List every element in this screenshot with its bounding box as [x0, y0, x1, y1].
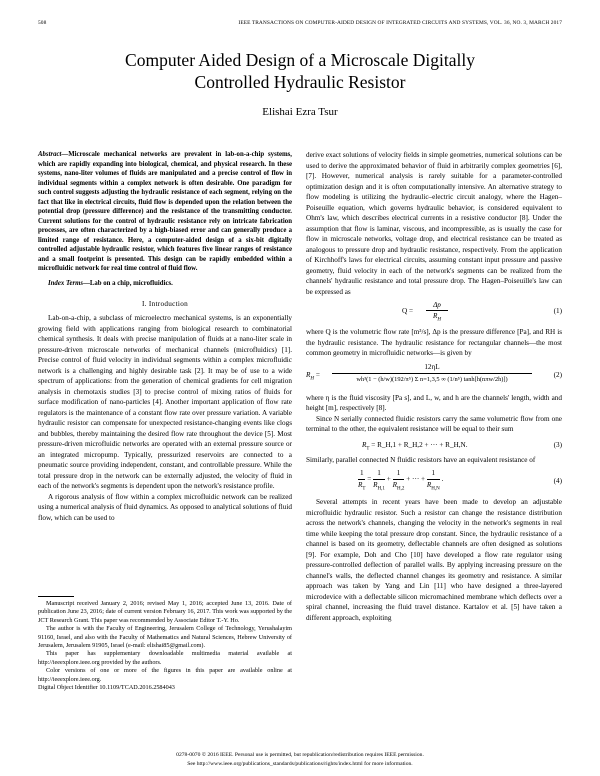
running-header: IEEE TRANSACTIONS ON COMPUTER-AIDED DESIGN OF INTEGRATED CIRCUITS AND SYSTEMS, VOL. 36, NO. 3, MARCH 2017	[238, 20, 562, 26]
eq1-number: (1)	[553, 307, 562, 315]
eq3-lhs: R	[362, 440, 367, 449]
footnotes	[38, 600, 292, 692]
right-paragraph-6: Several attempts in recent years have been made to develop an adjustable microfluidic hydraulic resistor. Such a resistor can change the resistance distribution across the network's channels, changing the velocity in the network's segments in real time while keeping the total pressure drop constant. Since, the hydraulic resistance of a channel is based on its geometry, deflectable channels are often designed as solutions [9]. For example, Doh and Cho [10] have developed a flow rate regulator using pressure-controlled deflection of parallel walls. By applying increasing pressure on the channel's walls, the deflected channel changes its geometry and resistance. A similar approach was taken by Yang and Lin [11] who have designed a three-layered microdevice with a deflectable silicon micromachined membrane which deflects over a spiral channel, increasing the fluid travel distance. Kartalov et al. [5] have taken a different approach, exploiting	[306, 498, 562, 622]
eq1-numerator: Δp	[433, 301, 441, 309]
index-terms	[38, 279, 292, 289]
eq3-body	[362, 440, 468, 451]
eq1-fraction	[426, 300, 448, 321]
eq2-lhs	[306, 370, 320, 381]
abstract-label: Abstract	[38, 151, 62, 158]
section-heading-introduction: I. Introduction	[141, 300, 189, 308]
footnote-affiliation: The author is with the Faculty of Engineering, Jerusalem College of Technology, Yerushalayim 91160, Israel, and also with the Faculty of Mathematics and Natural Sciences, Hebrew University of Jerusalem, Jerusalem 91905, Israel (e-mail: elishai85@gmail.com).	[38, 625, 292, 650]
intro-paragraph-1: Lab-on-a-chip, a subclass of microelectro mechanical systems, is an exponentially growing field with applications ranging from biological research to combinatorial chemical synthesis. It deals with precise manipulation of fluids at a nano-liter scale in pressure-driven microscale networks of mechanical channels (microfluidics) [1]. Precise control of fluid velocity in individual segments within a complex microfluidic network is a challenging and highly desirable task [2]. It may be of use to a wide spectrum of applications: from the generation of chemical gradients for cell migration analysis in chemotaxis studies [3] to precise control of mixing ratios of fluids for surface modification of nano-particles [4]. Another important application of flow rate regulators is the maintenance of a constant flow rate over pressure variation. A variable hydraulic resistor can compensate for unexpected resistance-changing events like clogs and bubbles, thereby maintaining the desired flow rate throughout the device [5]. Most pressure-driven microfluidic networks are operated with an external pressure source or an integrated micropump. Typically, pressurized reservoirs are connected to a pneumatic source providing independent, constant, and controllable pressure. While the total pressure drop in the network can be externally adjusted, the velocity of fluid in each of the network's segments is dependent upon the network's resistance profile.	[38, 314, 292, 490]
footnote-doi: Digital Object Identifier 10.1109/TCAD.2016.2584043	[38, 684, 175, 692]
eq2-number: (2)	[553, 370, 562, 379]
eq4-body: $\frac{1}{R_T}$ = $\frac{1}{R_{H,1}}$ + $\frac{1}{R_{H,2}}$ + ··· + $\frac{1}{R_{H,N}}$ .	[358, 469, 444, 491]
equation-3	[306, 438, 562, 452]
footnote-rule	[38, 596, 74, 597]
eq2-numerator: 12ηL	[332, 362, 532, 374]
footnote-supplementary: This paper has supplementary downloadable multimedia material available at http://ieeexplore.ieee.org provided by the authors.	[38, 650, 292, 666]
index-terms-label: Index Terms	[48, 279, 84, 287]
right-paragraph-3: where η is the fluid viscosity [Pa s], and L, w, and h are the channels' length, width and height [m], respectively [8].	[306, 393, 562, 412]
page-number: 508	[38, 20, 47, 26]
paper-title-line-2: Controlled Hydraulic Resistor	[194, 72, 406, 92]
eq3-rhs: = R_H,1 + R_H,2 + ··· + R_H,N.	[369, 440, 468, 449]
right-paragraph-2: where Q is the volumetric flow rate [m³/s], Δp is the pressure difference [Pa], and RH is the hydraulic resistance. The hydraulic resistance for rectangular channels—the most common geometry in microfluidic networks—is given by	[306, 328, 562, 357]
right-column	[306, 150, 562, 623]
footer-permissions: See http://www.ieee.org/publications_standards/publications/rights/index.html for more information.	[187, 761, 413, 767]
eq3-lhs-sub: T	[366, 445, 370, 451]
eq2-fraction	[332, 362, 532, 386]
right-paragraph-1: derive exact solutions of velocity fields in simple geometries, numerical solutions can be used to derive the approximated behavior of fluid in arbitrarily complex geometries [6], [7]. However, numerical analysis is rarely suitable for a parameter-controlled optimization design and it is often computationally intensive. An alternative strategy to flow modeling is utilizing the hydraulic–electric circuit analogy, where the Hagen–Poiseuille equation, which governs hydraulic behavior, is considered equivalent to Ohm's law, which describes electrical currents in a resistive conductor [8]. Under the assumption that flow is laminar, viscous, and incompressible, as is usually the case for flow in microscale networks, voltage drop, and electrical resistance can be treated as analogous to pressure drop and hydraulic resistance, respectively. From the application of Kirchhoff's laws for electrical circuits, assuming constant input pressure and passive geometry, fluid velocity in each of the network's segments can be realized from the channels' hydraulic resistance and total pressure drop. The Hagen–Poiseuille's law can be expressed as	[306, 151, 562, 296]
footer-copyright: 0278-0070 © 2016 IEEE. Personal use is permitted, but republication/redistribution requires IEEE permission.	[176, 752, 424, 758]
eq2-denominator: wh³(1 − (h/w)(192/π⁵) Σ n=1,3,5 ∞ (1/n⁵) tanh[h(nπw/2h)])	[356, 375, 508, 383]
eq2-lhs-sub: H	[310, 375, 315, 381]
index-terms-text: —Lab on a chip, microfluidics.	[83, 279, 173, 287]
equation-2	[306, 362, 562, 390]
eq1-denominator-sub: H	[437, 317, 442, 323]
footnote-color: Color versions of one or more of the figures in this paper are available online at http://ieeexplore.ieee.org.	[38, 667, 292, 683]
left-column	[38, 150, 292, 523]
equation-1	[306, 300, 562, 324]
equation-4	[306, 468, 562, 494]
abstract	[38, 150, 292, 274]
paper-title-line-1: Computer Aided Design of a Microscale Digitally	[125, 50, 475, 70]
eq3-number: (3)	[553, 440, 562, 449]
author-name: Elishai Ezra Tsur	[262, 106, 338, 118]
abstract-text: —Microscale mechanical networks are prevalent in lab-on-a-chip systems, which are rapidly expanding into biological, chemical, and physical research. In these systems, nano-liter volumes of fluids are manipulated and a precise control of flow in individual segments within a complex network is often desirable. One paradigm for such control suggests adjusting the hydraulic resistance of each segment, relying on the fact that like in electrical circuits, fluid flow is depended upon the relation between the potential drop (pressure difference) and the resistance of the transmitting conductor. Current solutions for the control of hydraulic resistance rely on intricate fabrication processes, are often characterized by a high-biased error and can generally produce a limited range of resistance. Here, a computer-aided design of a six-bit digitally controlled adjustable hydraulic resistor, which features five linear ranges of resistance and a small footprint is presented. This design can be rapidly embedded within a microfluidic network for real time control of fluid flow.	[38, 151, 292, 272]
eq4-number: (4)	[553, 477, 562, 485]
eq1-lhs: Q =	[402, 307, 414, 315]
eq2-lhs-r: R	[306, 370, 311, 379]
eq2-equals: =	[315, 370, 320, 379]
intro-paragraph-2: A rigorous analysis of flow within a complex microfluidic network can be realized using a numerical analysis of fluid dynamics. As opposed to analytical solutions of fluid flow, which can be used to	[38, 492, 292, 522]
footnote-manuscript: Manuscript received January 2, 2016; revised May 1, 2016; accepted June 13, 2016. Date of publication June 23, 2016; date of current version February 16, 2017. This work was supported by the JCT Research Grant. This paper was recommended by Associate Editor T.-Y. Ho.	[38, 600, 292, 624]
introduction-body	[38, 313, 292, 523]
right-paragraph-4: Since N serially connected fluidic resistors carry the same volumetric flow from one terminal to the other, the equivalent resistance will be equal to their sum	[306, 414, 562, 433]
eq1-denominator: R	[432, 312, 438, 320]
right-paragraph-5: Similarly, parallel connected N fluidic resistors have an equivalent resistance of	[306, 455, 536, 464]
